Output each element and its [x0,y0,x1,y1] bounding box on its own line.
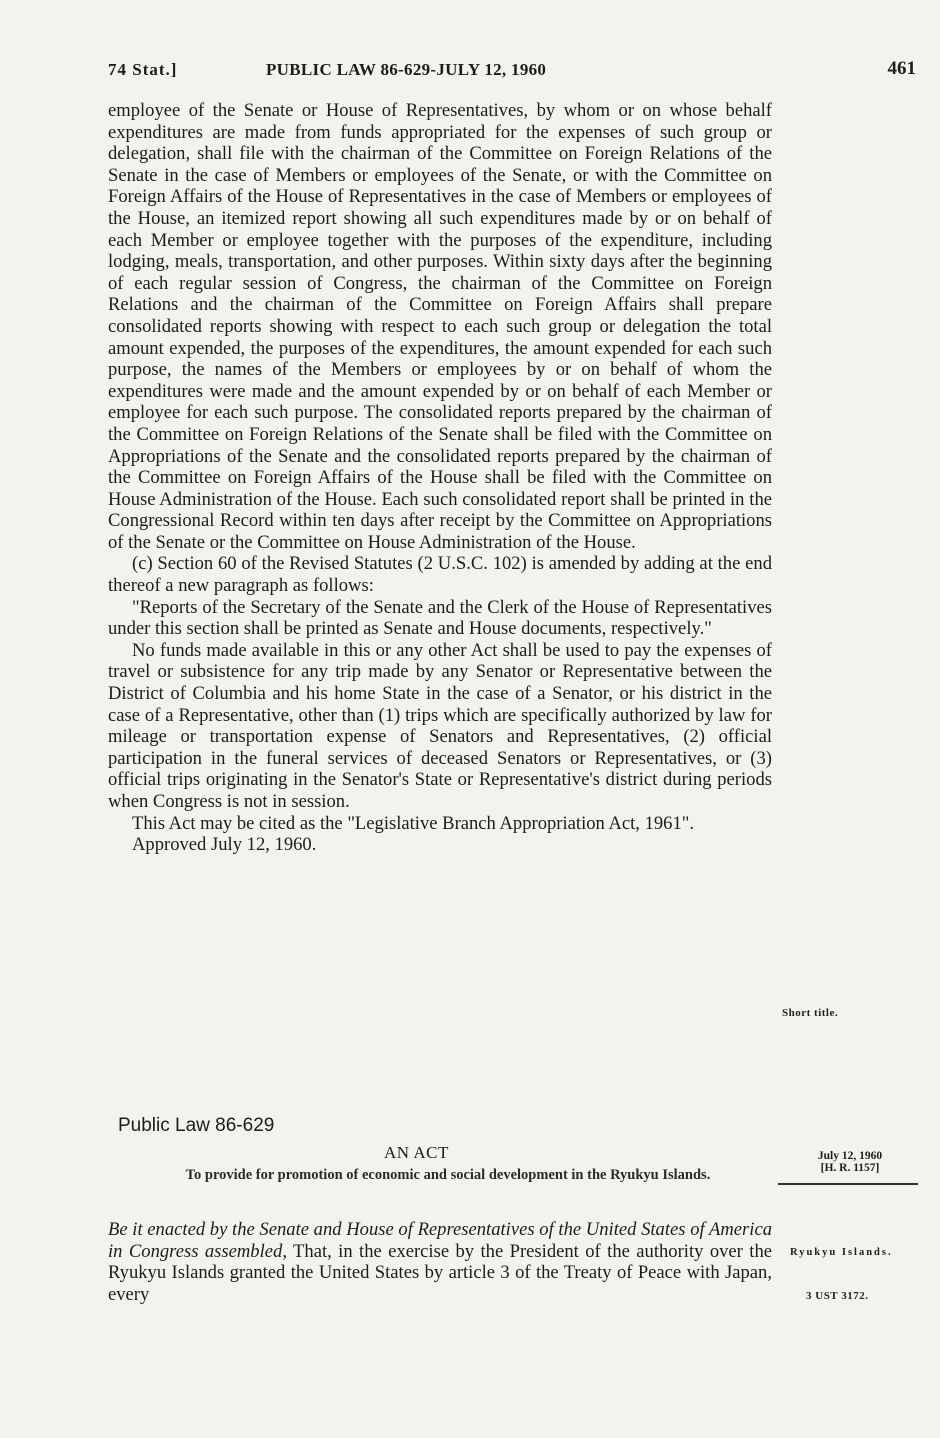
margin-note-short-title: Short title. [782,1007,839,1019]
paragraph-approved: Approved July 12, 1960. [132,834,317,856]
statute-volume: 74 Stat.] [108,60,178,79]
public-law-title: Public Law 86-629 [118,1115,275,1136]
paragraph-travel-funds: No funds made available in this or any other Act shall be used to pay the expenses of travel or subsistence for any trip made by any Senator or Representative between the District of Columbia and his home State in the case of a Senator, or his district in the case of a Representative, other than (1) trips which are specifically authorized by law for mileage or transportation expense of Senators and Representatives, (2) official participation in the funeral services of deceased Senators or Representatives, or (3) official trips originating in the Senator's State or Representative's district during periods when Congress is not in session. [108,639,772,812]
margin-note-ust: 3 UST 3172. [806,1290,869,1302]
paragraph-section-c: (c) Section 60 of the Revised Statutes (2 U.S.C. 102) is amended by adding at the end thereof a new paragraph as follows: [108,553,772,597]
paragraph-continued: employee of the Senate or House of Representatives, by whom or on whose behalf expenditures are made from funds appropriated for the expenses of such group or delegation, shall file with the chairman of the Committee on Foreign Relations of the Senate in the case of Members or employees of the Senate, or with the Committee on Foreign Affairs of the House of Representatives in the case of Members or employees of the House, an itemized report showing all such expenditures made by or on behalf of each Member or employee together with the purposes of the expenditure, including lodging, meals, transportation, and other purposes. Within sixty days after the beginning of each regular session of Congress, the chairman of the Committee on Foreign Relations and the chairman of the Committee on Foreign Affairs shall prepare consolidated reports showing with respect to each such group or delegation the total amount expended, the purposes of the expenditures, the amount expended for each such purpose, the names of the Members or employees by or on behalf of whom the expenditures were made and the amount expended by or on behalf of each Member or employee for each such purpose. The consolidated reports prepared by the chairman of the Committee on Foreign Relations of the Senate shall be filed with the Committee on Appropriations of the Senate and the consolidated reports prepared by the chairman of the Committee on Foreign Affairs of the House shall be filed with the Committee on House Administration of the House. Each such consolidated report shall be printed in the Congressional Record within ten days after receipt by the Committee on Appropriations of the Senate or the Committee on House Administration of the House. [108,100,772,553]
page-number: 461 [887,58,916,79]
margin-bill-number: [H. R. 1157] [820,1162,880,1174]
enacting-body: That, in the exercise by the President of the authority over the Ryukyu Islands granted the United States by article 3 of the Treaty of Peace with Japan, every [108,1240,772,1305]
enacting-paragraph [108,1219,772,1305]
running-head: PUBLIC LAW 86-629-JULY 12, 1960 [266,60,547,79]
margin-note-date [780,1150,920,1174]
enacting-text [108,1219,772,1305]
margin-date: July 12, 1960 [817,1150,883,1162]
enacting-clause: Be it enacted by the Senate and House of Representatives of the United States of America in Congress assembled, [108,1219,772,1262]
paragraph-quoted-amendment: "Reports of the Secretary of the Senate and the Clerk of the House of Representatives under this section shall be printed as Senate and House documents, respectively." [108,596,772,640]
paragraph-short-title: This Act may be cited as the "Legislative Branch Appropriation Act, 1961". [132,812,695,834]
margin-date-rule [778,1183,918,1185]
margin-note-ryukyu: Ryukyu Islands. [790,1247,893,1258]
an-act-heading: AN ACT [384,1143,449,1162]
act-purpose: To provide for promotion of economic and social development in the Ryukyu Islands. [185,1167,711,1183]
page-header [108,58,916,88]
main-text [108,100,772,856]
